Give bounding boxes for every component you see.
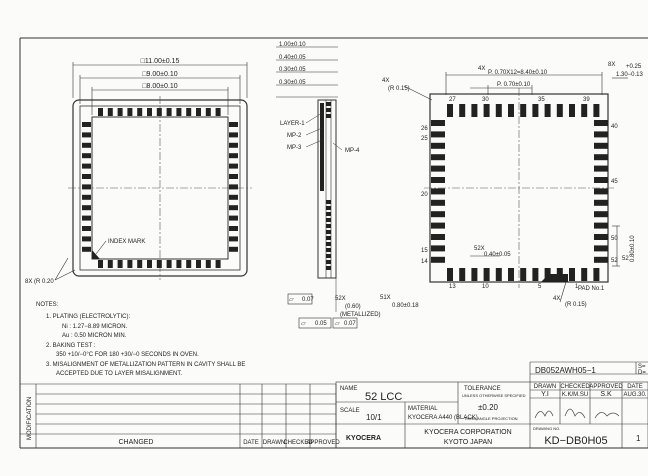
top-pad	[98, 108, 103, 116]
top-pad	[147, 108, 152, 116]
top-pad	[137, 260, 142, 268]
bottom-pad	[431, 120, 445, 126]
top-pad	[167, 260, 172, 268]
top-pad	[82, 153, 91, 158]
bottom-pad	[431, 257, 445, 263]
bottom-pad	[431, 223, 445, 229]
notes-title: NOTES:	[36, 302, 59, 308]
flatness-value-2: 0.05	[315, 321, 327, 327]
corner-r1-value: (R 0.15)	[388, 86, 410, 92]
pin-label-13: 13	[449, 284, 456, 290]
bottom-pad	[532, 104, 538, 117]
bottom-pad	[594, 257, 608, 263]
section-via	[326, 206, 331, 210]
pin-label-35: 35	[538, 97, 545, 103]
header-checked: CHECKED	[560, 384, 590, 390]
bottom-view-pads	[431, 104, 608, 281]
corner-radius-label: 8X (R 0.20	[25, 279, 54, 285]
bottom-pad	[431, 245, 445, 251]
pad-len-value: 0.80±0.18	[392, 303, 419, 309]
section-via	[326, 260, 331, 264]
scale-value: 10/1	[366, 413, 382, 422]
top-pad	[167, 108, 172, 116]
bottom-pad	[557, 104, 563, 117]
bottom-pad	[593, 104, 599, 117]
pitch-x-value: P. 0.70X12=8.40±0.10	[488, 70, 548, 76]
mp-2-label: MP-2	[287, 133, 302, 139]
top-pad	[118, 260, 123, 268]
section-via	[326, 212, 331, 216]
section-via	[326, 248, 331, 252]
pin-label-14: 14	[421, 259, 428, 265]
flatness-value-1: 0.07	[302, 297, 314, 303]
company-location: KYOTO JAPAN	[443, 439, 493, 446]
note-line-2: Ni : 1.27−8.89 MICRON.	[62, 324, 128, 330]
top-pad	[108, 260, 113, 268]
top-pad	[82, 195, 91, 200]
bottom-pad	[431, 143, 445, 149]
top-pad	[229, 164, 238, 169]
bottom-pad	[496, 268, 502, 281]
bottom-pad	[471, 104, 477, 117]
flatness-symbol-2: ⏥	[301, 321, 306, 327]
bottom-pad	[484, 268, 490, 281]
section-via	[326, 266, 331, 270]
pin-label-25: 25	[421, 136, 428, 142]
top-dim-outer: □11.00±0.15	[140, 58, 180, 65]
bottom-pad	[594, 143, 608, 149]
bottom-pad	[508, 104, 514, 117]
bottom-pad	[594, 188, 608, 194]
top-pad	[82, 143, 91, 148]
top-pad	[82, 132, 91, 137]
drawing-number: KD−DB0H05	[544, 435, 608, 447]
bottom-pad	[484, 104, 490, 117]
section-via	[326, 114, 331, 118]
top-dim-inner: □8.00±0.10	[142, 83, 178, 90]
top-pad	[157, 108, 162, 116]
top-pad	[176, 108, 181, 116]
top-pad	[229, 226, 238, 231]
top-pad	[108, 108, 113, 116]
top-pad	[229, 216, 238, 221]
section-dim-1: 1.00±0.10	[279, 42, 306, 48]
section-via	[326, 102, 331, 106]
bottom-pad	[431, 131, 445, 137]
section-via	[326, 242, 331, 246]
pin-label-40: 40	[611, 124, 618, 130]
mp-4-label: MP-4	[345, 148, 360, 154]
kyocera-logo: KYOCERA	[346, 435, 382, 442]
top-pad	[206, 108, 211, 116]
name-value: 52 LCC	[365, 391, 403, 403]
corner-r2-count: 4X	[553, 296, 561, 302]
v-dim-value: 0.80±0.10	[630, 235, 636, 262]
section-via	[326, 230, 331, 234]
bottom-pad	[581, 104, 587, 117]
header-date: DATE	[627, 384, 643, 390]
pitch-x-count: 4X	[478, 66, 486, 72]
right-dim-count: 8X	[608, 62, 616, 68]
header-approved: APPROVED	[589, 384, 623, 390]
material-label: MATERIAL	[408, 406, 438, 412]
revision-block	[20, 384, 336, 448]
bottom-view	[380, 62, 644, 309]
modification-label: MODIFICATION	[27, 396, 33, 440]
bottom-pad	[431, 177, 445, 183]
top-pad	[229, 122, 238, 127]
pin-label-52: 52	[611, 258, 618, 264]
section-pad-dim: (0.60)	[345, 304, 361, 310]
section-metallization	[320, 102, 331, 270]
signatures	[535, 409, 619, 418]
top-pad	[229, 247, 238, 252]
flatness-symbol-1: ⏥	[289, 297, 294, 303]
bottom-pad	[581, 268, 587, 281]
top-pad	[196, 260, 201, 268]
bottom-pad	[594, 120, 608, 126]
drawing-no-label: DRAWING NO.	[533, 426, 561, 431]
top-pad	[82, 236, 91, 241]
section-pad-count: 52X	[335, 296, 346, 302]
bottom-pad	[569, 104, 575, 117]
bottom-pad	[459, 104, 465, 117]
bottom-pad	[594, 234, 608, 240]
top-view	[25, 58, 252, 285]
bottom-pad	[431, 200, 445, 206]
index-mark-label: INDEX MARK	[108, 239, 146, 245]
header-drawn: DRAWN	[533, 384, 557, 390]
top-pad	[229, 184, 238, 189]
pin-label-5: 5	[538, 284, 542, 290]
bottom-pad	[520, 104, 526, 117]
material-value: KYOCERA A440 (BLACK)	[408, 415, 478, 421]
bottom-pad	[447, 104, 453, 117]
bottom-pad	[594, 200, 608, 206]
bottom-pad	[594, 154, 608, 160]
right-dim-value: 1.30−0.13	[616, 72, 643, 78]
rev-col-drawn: DRAWN	[262, 440, 286, 446]
note-line-6: 3. MISALIGNMENT OF METALLIZATION PATTERN IN CAVITY SHALL BE	[46, 362, 246, 368]
top-pad	[127, 108, 132, 116]
right-dim-tol: +0.25	[626, 64, 642, 70]
v-dim-pin: 52	[622, 256, 629, 262]
bottom-pad	[471, 268, 477, 281]
bottom-pad	[431, 211, 445, 217]
bottom-pad	[447, 268, 453, 281]
bottom-pad	[593, 268, 599, 281]
pin-label-30: 30	[482, 97, 489, 103]
bottom-pad	[496, 104, 502, 117]
pin-label-10: 10	[482, 284, 489, 290]
flatness-symbol-3: ⏥	[335, 321, 340, 327]
top-pad	[98, 260, 103, 268]
pitch-value: P. 0.70±0.10	[497, 82, 531, 88]
top-pad	[186, 260, 191, 268]
company-name: KYOCERA CORPORATION	[424, 429, 512, 436]
bottom-pad	[431, 188, 445, 194]
pin-label-15: 15	[421, 248, 428, 254]
layer-1-label: LAYER-1	[280, 121, 305, 127]
top-pad	[82, 122, 91, 127]
top-pad	[82, 216, 91, 221]
top-pad	[82, 247, 91, 252]
corner-code-s: S=	[638, 364, 646, 370]
top-pad	[229, 195, 238, 200]
pin-label-1: 1	[575, 284, 579, 290]
tolerance-note: UNLESS OTHERWISE SPECIFIED	[462, 393, 526, 398]
section-layer-stripe	[320, 103, 324, 191]
bottom-pad	[594, 211, 608, 217]
sheet-number: 1	[636, 434, 641, 443]
signer-approved: S.K	[600, 391, 612, 398]
rev-col-date: DATE	[243, 440, 259, 446]
section-via	[326, 236, 331, 240]
bottom-pad	[594, 223, 608, 229]
bottom-pad	[594, 177, 608, 183]
rev-col-approved: APPROVED	[306, 440, 340, 446]
section-dim-2: 0.40±0.05	[279, 55, 306, 61]
pin-label-45: 45	[611, 179, 618, 185]
top-pad	[229, 143, 238, 148]
pin-label-20: 20	[421, 192, 428, 198]
top-pad	[196, 108, 201, 116]
pin-label-26: 26	[421, 126, 428, 132]
bottom-pad	[594, 166, 608, 172]
bottom-pad	[569, 268, 575, 281]
rev-col-checked: CHECKED	[283, 440, 313, 446]
top-pad	[147, 260, 152, 268]
top-pad	[118, 108, 123, 116]
mp-3-label: MP-3	[287, 145, 302, 151]
changed-header: CHANGED	[118, 439, 154, 446]
section-via	[326, 200, 331, 204]
top-pad	[229, 236, 238, 241]
corner-r2-value: (R 0.15)	[565, 302, 587, 308]
section-via	[326, 218, 331, 222]
pin-label-50: 50	[611, 236, 618, 242]
top-pad	[229, 132, 238, 137]
note-line-5: 350 +10/−0°C FOR 180 +30/−0 SECONDS IN OVEN.	[56, 352, 199, 358]
section-dim-3: 0.30±0.05	[279, 67, 306, 73]
top-pad	[137, 108, 142, 116]
top-pad	[82, 174, 91, 179]
section-via	[326, 254, 331, 258]
bottom-pad	[431, 166, 445, 172]
top-dim-middle: □9.00±0.10	[142, 71, 178, 78]
top-pad	[176, 260, 181, 268]
projection-label: THIRD ANGLE PROJECTION	[464, 416, 518, 421]
top-pad	[82, 226, 91, 231]
corner-r1-count: 4X	[382, 78, 390, 84]
metallized-label: (METALLIZED)	[340, 312, 381, 318]
flatness-value-3: 0.07	[344, 321, 356, 327]
pin-label-27: 27	[449, 97, 456, 103]
signer-date: AUG.30.	[623, 392, 647, 398]
note-line-1: 1. PLATING (ELECTROLYTIC):	[46, 314, 131, 320]
top-pad	[229, 174, 238, 179]
note-line-7: ACCEPTED DUE TO LAYER MISALIGNMENT.	[56, 371, 183, 377]
bottom-pad	[545, 104, 551, 117]
signer-drawn: Y.I	[541, 391, 549, 398]
pad-len-count: 51X	[380, 295, 391, 301]
signer-checked: K.K/M.SU	[561, 392, 589, 398]
bottom-pad	[532, 268, 538, 281]
section-view	[276, 42, 381, 328]
note-line-4: 2. BAKING TEST :	[46, 343, 96, 349]
section-via	[326, 108, 331, 112]
top-pad	[82, 164, 91, 169]
top-pad	[82, 205, 91, 210]
top-pad	[229, 205, 238, 210]
pin-label-39: 39	[583, 97, 590, 103]
bottom-pad	[520, 268, 526, 281]
bottom-pad	[459, 268, 465, 281]
drawing-code: DB052AWH05−1	[535, 366, 596, 375]
pad-no1-label: PAD No.1	[578, 286, 605, 292]
tolerance-label: TOLERANCE	[464, 386, 501, 392]
top-pad	[82, 184, 91, 189]
top-pad	[127, 260, 132, 268]
top-pad	[216, 260, 221, 268]
notes-block	[36, 302, 245, 377]
top-pad	[216, 108, 221, 116]
pad-width-count: 52X	[474, 246, 485, 252]
top-pad	[157, 260, 162, 268]
bottom-pad	[594, 131, 608, 137]
pad-width-value: 0.40±0.05	[484, 252, 511, 258]
scale-label: SCALE	[340, 408, 360, 414]
bottom-pad	[431, 234, 445, 240]
note-line-3: Au : 0.50 MICRON MIN.	[62, 333, 127, 339]
corner-code-d: D=	[638, 370, 646, 376]
top-pad	[206, 260, 211, 268]
section-via	[326, 224, 331, 228]
section-dim-4: 0.30±0.05	[279, 80, 306, 86]
bottom-pad	[594, 245, 608, 251]
top-pad	[229, 153, 238, 158]
top-pad	[186, 108, 191, 116]
bottom-pad	[508, 268, 514, 281]
tolerance-value: ±0.20	[478, 403, 498, 412]
bottom-pad	[431, 154, 445, 160]
name-label: NAME	[340, 386, 358, 392]
